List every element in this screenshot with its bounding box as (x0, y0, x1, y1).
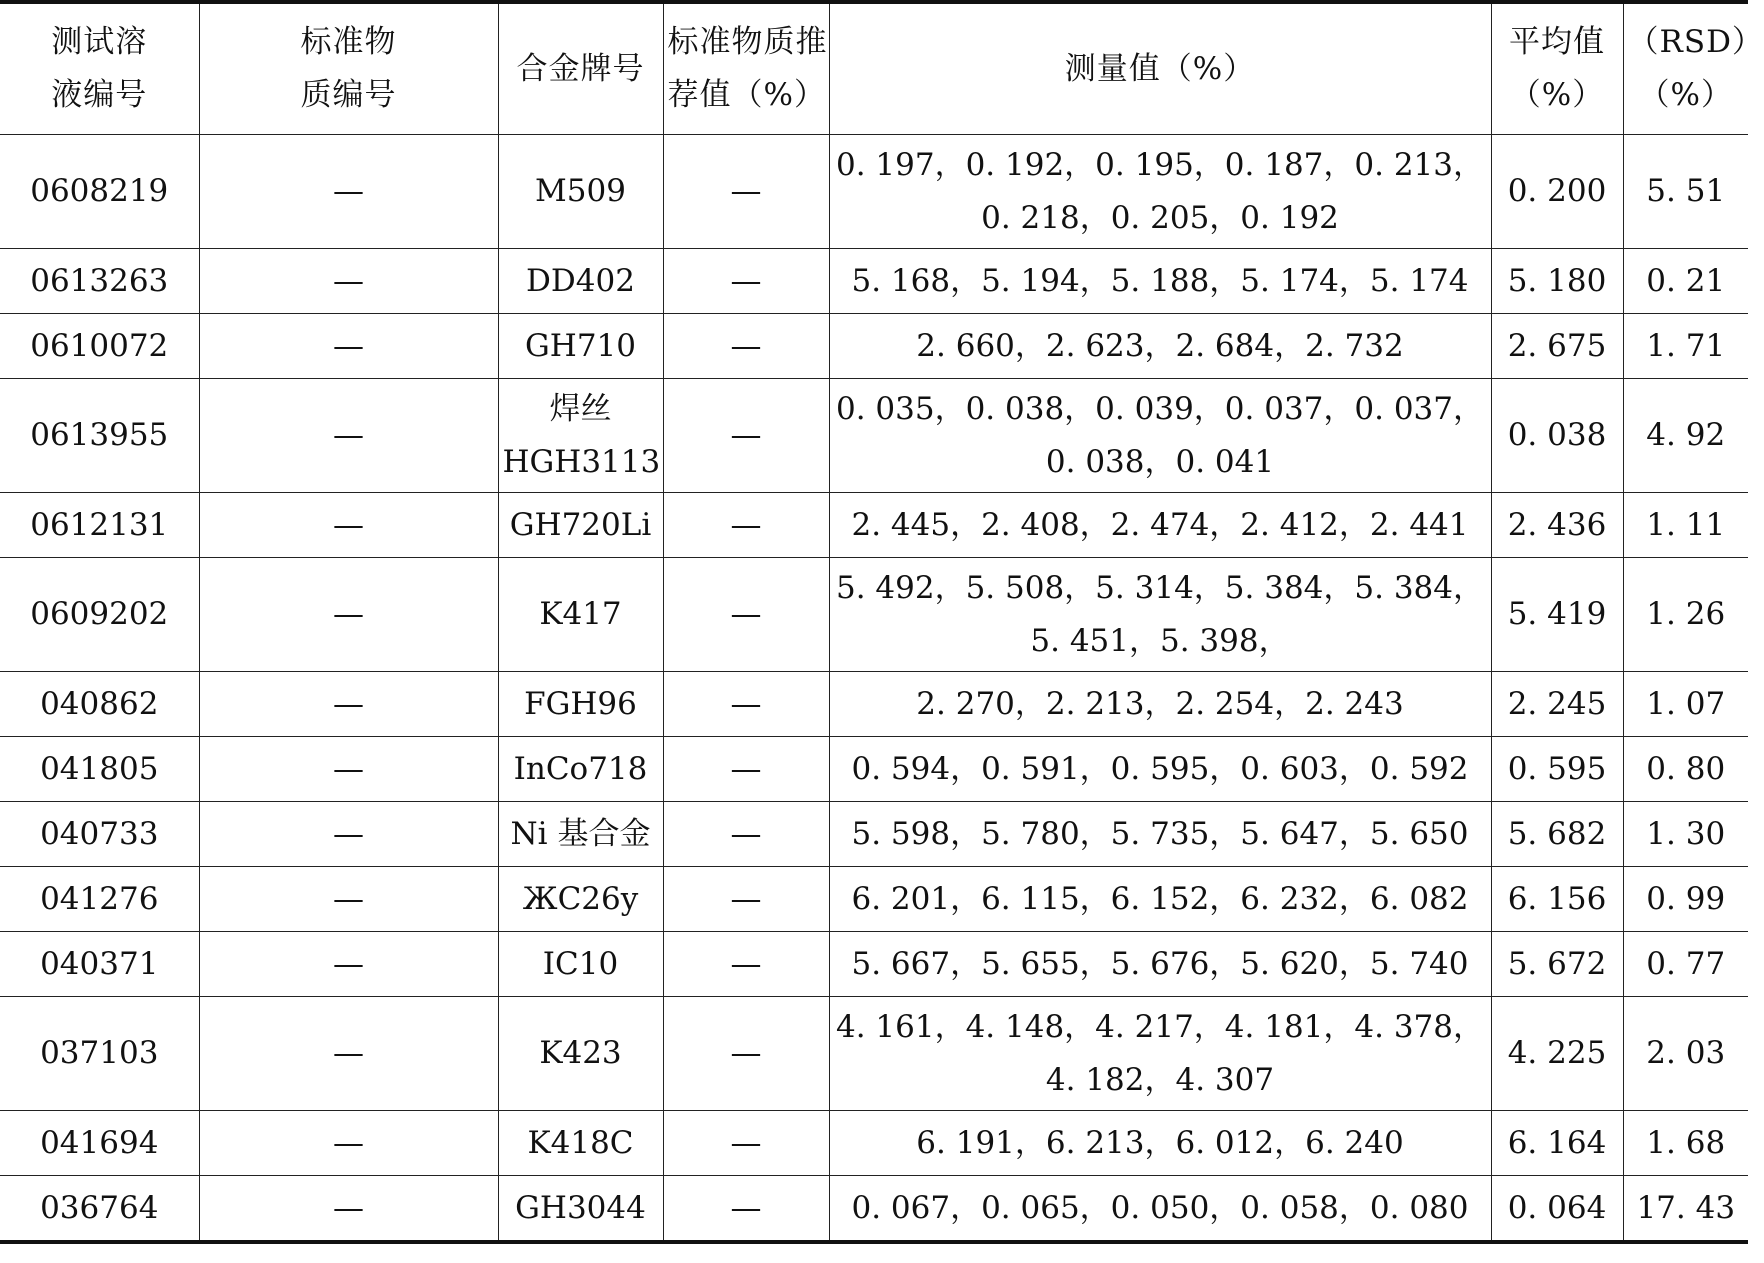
header-line: 平均值 (1509, 24, 1605, 60)
cell-alloy (498, 1176, 663, 1243)
cell-recommended: — (663, 1176, 829, 1243)
cell-alloy (498, 932, 663, 997)
table-row (0, 558, 1748, 672)
header-row (0, 2, 1748, 135)
table-row (0, 737, 1748, 802)
cell-recommended: — (663, 558, 829, 672)
cell-alloy (498, 737, 663, 802)
cell-alloy-line: IC10 (542, 945, 619, 982)
header-mean (1491, 2, 1623, 135)
cell-measured (829, 379, 1491, 493)
cell-rsd: 5. 51 (1623, 135, 1748, 249)
cell-solution-no: 041805 (0, 737, 199, 802)
table-row (0, 1111, 1748, 1176)
cell-solution-no: 041694 (0, 1111, 199, 1176)
cell-solution-no: 0608219 (0, 135, 199, 249)
cell-measured (829, 867, 1491, 932)
header-line: 荐值（%） (667, 77, 826, 113)
cell-mean: 5. 180 (1491, 249, 1623, 314)
cell-alloy-line: K417 (539, 596, 622, 632)
table-row (0, 379, 1748, 493)
cell-measured (829, 737, 1491, 802)
table-row (0, 997, 1748, 1111)
table-row (0, 249, 1748, 314)
cell-measured-line: 0. 067，0. 065，0. 050，0. 058，0. 080 (851, 1189, 1469, 1226)
cell-mean: 0. 038 (1491, 379, 1623, 493)
cell-mean: 5. 419 (1491, 558, 1623, 672)
cell-rsd: 0. 99 (1623, 867, 1748, 932)
cell-alloy (498, 997, 663, 1111)
header-line: 标准物 (300, 24, 397, 60)
cell-measured-line: 0. 038，0. 041 (1045, 443, 1275, 480)
cell-measured-line: 0. 035，0. 038，0. 039，0. 037，0. 037， (835, 390, 1484, 427)
cell-solution-no: 036764 (0, 1176, 199, 1243)
cell-alloy-line: ЖC26y (522, 880, 639, 917)
header-line: 测量值（%） (1064, 50, 1256, 87)
header-rsd (1623, 2, 1764, 135)
cell-measured (829, 249, 1491, 314)
header-recommended (663, 2, 829, 135)
table-row (0, 135, 1748, 249)
cell-measured-line: 2. 270，2. 213，2. 254，2. 243 (916, 685, 1404, 722)
cell-measured (829, 672, 1491, 737)
cell-mean: 6. 156 (1491, 867, 1623, 932)
cell-standard-no: — (199, 558, 498, 672)
cell-mean: 4. 225 (1491, 997, 1623, 1111)
cell-standard-no: — (199, 672, 498, 737)
cell-mean: 6. 164 (1491, 1111, 1623, 1176)
cell-alloy-line: DD402 (526, 262, 635, 299)
header-line: 合金牌号 (516, 50, 645, 87)
cell-rsd: 0. 77 (1623, 932, 1748, 997)
cell-solution-no: 040733 (0, 802, 199, 867)
header-standard-no (199, 2, 498, 135)
cell-standard-no: — (199, 1111, 498, 1176)
cell-alloy-line: FGH96 (524, 685, 637, 722)
cell-alloy (498, 314, 663, 379)
cell-recommended: — (663, 737, 829, 802)
header-line: 液编号 (51, 77, 148, 113)
cell-standard-no: — (199, 1176, 498, 1243)
cell-standard-no: — (199, 493, 498, 558)
cell-solution-no: 0613263 (0, 249, 199, 314)
cell-mean: 2. 245 (1491, 672, 1623, 737)
cell-measured-line: 5. 492，5. 508，5. 314，5. 384，5. 384， (835, 569, 1484, 606)
cell-measured-line: 4. 182，4. 307 (1045, 1061, 1275, 1098)
cell-measured (829, 997, 1491, 1111)
cell-measured (829, 135, 1491, 249)
cell-measured (829, 493, 1491, 558)
cell-alloy (498, 379, 663, 493)
cell-recommended: — (663, 493, 829, 558)
cell-measured-line: 0. 594，0. 591，0. 595，0. 603，0. 592 (851, 750, 1469, 787)
cell-recommended: — (663, 379, 829, 493)
cell-solution-no: 041276 (0, 867, 199, 932)
header-line: （%） (1638, 77, 1733, 113)
table-row (0, 867, 1748, 932)
cell-mean: 5. 672 (1491, 932, 1623, 997)
cell-rsd: 1. 07 (1623, 672, 1748, 737)
cell-alloy (498, 1111, 663, 1176)
cell-recommended: — (663, 1111, 829, 1176)
cell-alloy-line: M509 (535, 173, 626, 209)
cell-alloy-line: K423 (539, 1035, 622, 1071)
cell-alloy (498, 493, 663, 558)
cell-recommended: — (663, 932, 829, 997)
cell-alloy-line: GH720Li (509, 506, 652, 543)
cell-mean: 2. 675 (1491, 314, 1623, 379)
cell-standard-no: — (199, 737, 498, 802)
table-body (0, 135, 1748, 1243)
cell-alloy-line: 焊丝 (549, 390, 612, 427)
cell-recommended: — (663, 802, 829, 867)
cell-solution-no: 0609202 (0, 558, 199, 672)
header-measured (829, 2, 1491, 135)
cell-measured-line: 5. 451，5. 398， (1030, 622, 1290, 659)
cell-alloy-line: GH710 (525, 327, 636, 364)
cell-standard-no: — (199, 997, 498, 1111)
cell-solution-no: 0612131 (0, 493, 199, 558)
table-row (0, 932, 1748, 997)
cell-measured-line: 2. 660，2. 623，2. 684，2. 732 (916, 327, 1404, 364)
cell-recommended: — (663, 867, 829, 932)
cell-alloy (498, 802, 663, 867)
table-row (0, 493, 1748, 558)
cell-solution-no: 040371 (0, 932, 199, 997)
cell-recommended: — (663, 135, 829, 249)
table-row (0, 1176, 1748, 1243)
cell-measured (829, 802, 1491, 867)
table-row (0, 672, 1748, 737)
cell-recommended: — (663, 997, 829, 1111)
cell-mean: 0. 200 (1491, 135, 1623, 249)
header-line: （RSD） (1627, 24, 1764, 60)
header-alloy (498, 2, 663, 135)
cell-measured-line: 5. 168，5. 194，5. 188，5. 174，5. 174 (851, 262, 1469, 299)
header-line: 测试溶 (51, 24, 148, 60)
cell-rsd: 4. 92 (1623, 379, 1748, 493)
cell-rsd: 0. 80 (1623, 737, 1748, 802)
cell-recommended: — (663, 314, 829, 379)
cell-alloy-line: GH3044 (515, 1189, 646, 1226)
cell-mean: 2. 436 (1491, 493, 1623, 558)
cell-standard-no: — (199, 249, 498, 314)
cell-measured-line: 4. 161，4. 148，4. 217，4. 181，4. 378， (835, 1008, 1484, 1045)
cell-solution-no: 0610072 (0, 314, 199, 379)
cell-measured-line: 5. 667，5. 655，5. 676，5. 620，5. 740 (851, 945, 1469, 982)
cell-measured (829, 932, 1491, 997)
cell-rsd: 17. 43 (1623, 1176, 1748, 1243)
cell-alloy (498, 249, 663, 314)
cell-solution-no: 040862 (0, 672, 199, 737)
cell-standard-no: — (199, 867, 498, 932)
cell-alloy-line: Ni 基合金 (510, 815, 651, 852)
cell-measured (829, 558, 1491, 672)
cell-standard-no: — (199, 802, 498, 867)
cell-mean: 0. 595 (1491, 737, 1623, 802)
cell-solution-no: 037103 (0, 997, 199, 1111)
cell-rsd: 1. 26 (1623, 558, 1748, 672)
cell-mean: 0. 064 (1491, 1176, 1623, 1243)
cell-rsd: 2. 03 (1623, 997, 1748, 1111)
cell-solution-no: 0613955 (0, 379, 199, 493)
cell-recommended: — (663, 672, 829, 737)
cell-standard-no: — (199, 135, 498, 249)
cell-rsd: 1. 30 (1623, 802, 1748, 867)
cell-alloy (498, 867, 663, 932)
cell-standard-no: — (199, 314, 498, 379)
cell-standard-no: — (199, 932, 498, 997)
header-line: 标准物质推 (667, 24, 828, 60)
table-header (0, 2, 1764, 135)
cell-rsd: 1. 11 (1623, 493, 1748, 558)
cell-alloy-line: K418C (527, 1124, 634, 1161)
cell-alloy (498, 135, 663, 249)
header-solution-no (0, 2, 199, 135)
cell-mean: 5. 682 (1491, 802, 1623, 867)
cell-rsd: 0. 21 (1623, 249, 1748, 314)
cell-measured-line: 2. 445，2. 408，2. 474，2. 412，2. 441 (851, 506, 1469, 543)
header-line: 质编号 (300, 77, 397, 113)
cell-standard-no: — (199, 379, 498, 493)
cell-measured (829, 1176, 1491, 1243)
cell-measured-line: 5. 598，5. 780，5. 735，5. 647，5. 650 (851, 815, 1469, 852)
cell-rsd: 1. 71 (1623, 314, 1748, 379)
table-row (0, 802, 1748, 867)
cell-alloy-line: HGH3113 (502, 443, 661, 480)
header-line: （%） (1509, 77, 1605, 113)
cell-alloy-line: InCo718 (513, 750, 648, 787)
cell-rsd: 1. 68 (1623, 1111, 1748, 1176)
cell-measured-line: 6. 201，6. 115，6. 152，6. 232，6. 082 (851, 880, 1469, 917)
cell-alloy (498, 672, 663, 737)
cell-measured (829, 1111, 1491, 1176)
cell-measured-line: 0. 218，0. 205，0. 192 (981, 199, 1339, 236)
cell-recommended: — (663, 249, 829, 314)
cell-measured (829, 314, 1491, 379)
cell-measured-line: 6. 191，6. 213，6. 012，6. 240 (916, 1124, 1404, 1161)
table-row (0, 314, 1748, 379)
cell-measured-line: 0. 197，0. 192，0. 195，0. 187，0. 213， (835, 146, 1484, 183)
cell-alloy (498, 558, 663, 672)
